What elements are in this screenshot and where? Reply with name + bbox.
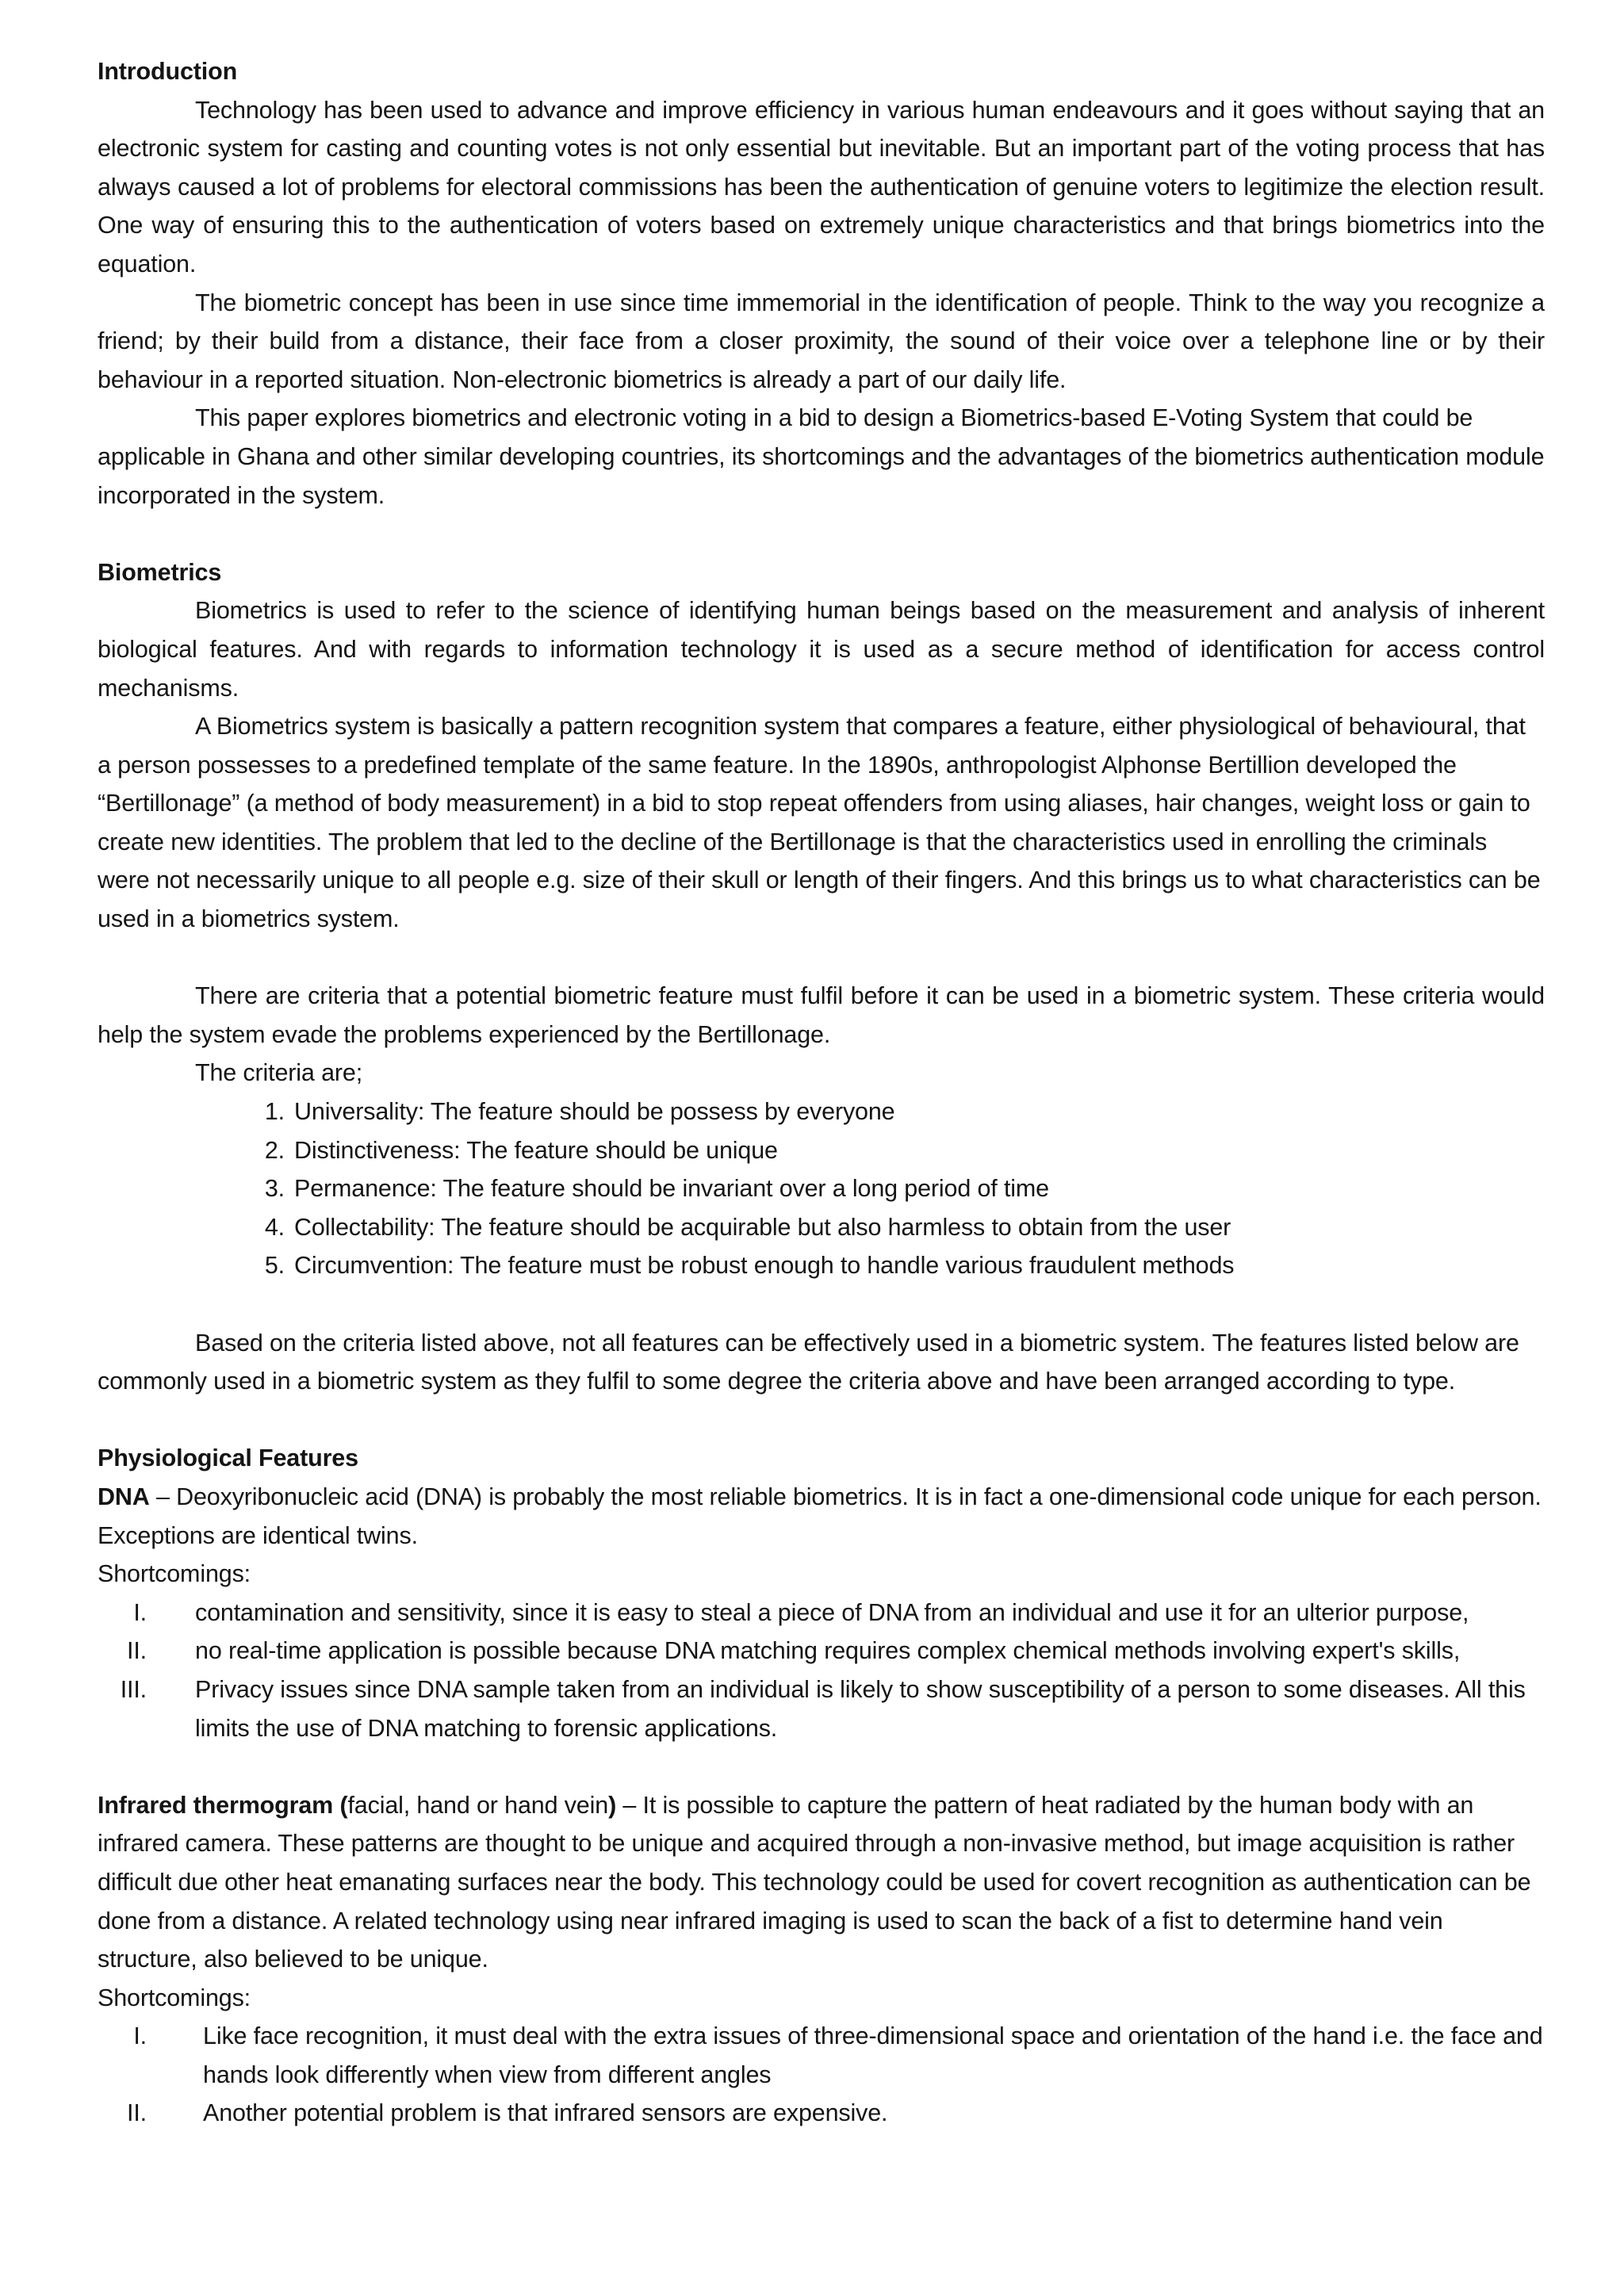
thermogram-shortcomings-list (98, 2017, 1545, 2133)
intro-paragraph-3: This paper explores biometrics and electronic voting in a bid to design a Biometrics-based E-Voting System that could be applicable in Ghana and other similar developing countries, its shortcomings and the advantages of the biometrics authentication module incorporated in the system. (98, 404, 1545, 509)
list-item: 2. Distinctiveness: The feature should be unique (264, 1136, 778, 1164)
intro-heading: Introduction (98, 58, 238, 85)
intro-paragraph-2: The biometric concept has been in use since time immemorial in the identification of people. Think to the way you recognize a friend; by their build from a distance, their face from a closer proximity, the sound of their voice over a telephone line or by their behaviour in a reported situation. Non-electronic biometrics is already a part of our daily life. (98, 289, 1545, 393)
intro-paragraph-1: Technology has been used to advance and improve efficiency in various human endeavours and it goes without saying that an electronic system for casting and counting votes is not only essential but inevitable. But an important part of the voting process that has always caused a lot of problems for electoral commissions has been the authentication of genuine voters to legitimize the election result. One way of ensuring this to the authentication of voters based on extremely unique characteristics and that brings biometrics into the equation. (98, 96, 1545, 277)
dna-shortcomings-list (98, 1594, 1545, 1747)
biometrics-paragraph-4: Based on the criteria listed above, not all features can be effectively used in a biometric system. The features listed below are commonly used in a biometric system as they fulfil to some degree the criteria above and have been arranged according to type. (98, 1329, 1519, 1395)
list-item: II. no real-time application is possible because DNA matching requires complex chemical methods involving expert's skills, (127, 1637, 1461, 1665)
list-item: III. Privacy issues since DNA sample taken from an individual is likely to show susceptibility of a person to some diseases. All this limits the use of DNA matching to forensic applications. (120, 1675, 1526, 1742)
thermogram-term: Infrared thermogram ( (98, 1791, 348, 1819)
dna-shortcomings-label: Shortcomings: (98, 1560, 251, 1588)
criteria-intro: The criteria are; (195, 1059, 363, 1087)
dna-paragraph: DNA – Deoxyribonucleic acid (DNA) is probably the most reliable biometrics. It is in fact a one-dimensional code unique for each person. Exceptions are identical twins. (98, 1483, 1542, 1549)
dna-term: DNA (98, 1483, 150, 1510)
thermogram-shortcomings-label: Shortcomings: (98, 1984, 251, 2011)
biometrics-paragraph-3: There are criteria that a potential biometric feature must fulfil before it can be used in a biometric system. These criteria would help the system evade the problems experienced by the Bertillonage. (98, 982, 1545, 1048)
list-item: I. Like face recognition, it must deal with the extra issues of three-dimensional space and orientation of the hand i.e. the face and hands look differently when view from different angles (133, 2022, 1543, 2088)
physiological-heading: Physiological Features (98, 1445, 358, 1472)
criteria-list (98, 1093, 1545, 1285)
list-item: I. contamination and sensitivity, since it is easy to steal a piece of DNA from an individual and use it for an ulterior purpose, (133, 1598, 1469, 1626)
document-page (98, 52, 1545, 2133)
thermogram-paragraph: Infrared thermogram (facial, hand or hand vein) – It is possible to capture the pattern of heat radiated by the human body with an infrared camera. These patterns are thought to be unique and acquired through a non-invasive method, but image acquisition is rather difficult due other heat emanating surfaces near the body. This technology could be used for covert recognition as authentication can be done from a distance. A related technology using near infrared imaging is used to scan the back of a fist to determine hand vein structure, also believed to be unique. (98, 1791, 1531, 1973)
list-item: 1. Universality: The feature should be possess by everyone (264, 1098, 895, 1126)
biometrics-paragraph-2: A Biometrics system is basically a pattern recognition system that compares a feature, either physiological of behavioural, that a person possesses to a predefined template of the same feature. In the 1890s, anthropologist Alphonse Bertillion developed the “Bertillonage” (a method of body measurement) in a bid to stop repeat offenders from using aliases, hair changes, weight loss or gain to create new identities. The problem that led to the decline of the Bertillonage is that the characteristics used in enrolling the criminals were not necessarily unique to all people e.g. size of their skull or length of their fingers. And this brings us to what characteristics can be used in a biometrics system. (98, 713, 1541, 933)
list-item: 3. Permanence: The feature should be invariant over a long period of time (264, 1175, 1049, 1203)
list-item: 4. Collectability: The feature should be acquirable but also harmless to obtain from the user (264, 1213, 1231, 1241)
biometrics-heading: Biometrics (98, 558, 222, 586)
list-item: II. Another potential problem is that infrared sensors are expensive. (127, 2099, 888, 2127)
biometrics-paragraph-1: Biometrics is used to refer to the science of identifying human beings based on the measurement and analysis of inherent biological features. And with regards to information technology it is used as a secure method of identification for access control mechanisms. (98, 597, 1545, 702)
list-item: 5. Circumvention: The feature must be robust enough to handle various fraudulent methods (264, 1252, 1235, 1280)
